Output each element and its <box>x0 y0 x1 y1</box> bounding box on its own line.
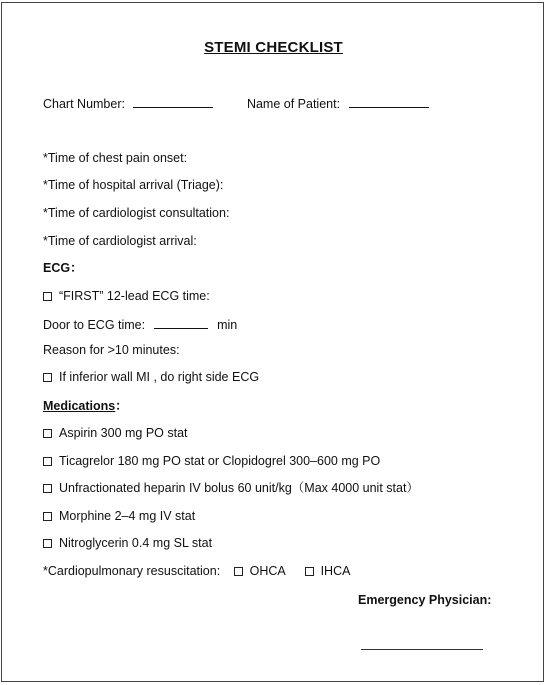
morphine-checkbox[interactable] <box>43 512 52 521</box>
chart-number-field[interactable] <box>133 95 213 108</box>
time-cardiologist-consultation: *Time of cardiologist consultation: <box>43 206 230 220</box>
inferior-mi-checkbox[interactable] <box>43 373 52 382</box>
time-chest-pain-onset: *Time of chest pain onset: <box>43 151 188 165</box>
patient-name-label: Name of Patient: <box>246 97 341 111</box>
medications-heading-label: Medications <box>43 399 116 413</box>
ecg-heading-colon: ： <box>70 261 83 275</box>
aspirin-checkbox[interactable] <box>43 429 52 438</box>
ohca-checkbox[interactable] <box>234 567 243 576</box>
medication-row <box>43 481 419 496</box>
heparin-checkbox[interactable] <box>43 484 52 493</box>
medication-label: Morphine 2–4 mg IV stat <box>59 509 196 523</box>
door-to-ecg-label: Door to ECG time: <box>43 318 146 332</box>
ohca-label: OHCA <box>249 564 286 578</box>
emergency-physician-label: Emergency Physician: <box>358 593 492 607</box>
medications-heading-colon: ： <box>115 399 128 413</box>
inferior-mi-label: If inferior wall MI , do right side ECG <box>59 370 260 384</box>
nitroglycerin-checkbox[interactable] <box>43 539 52 548</box>
time-hospital-arrival: *Time of hospital arrival (Triage): <box>43 178 224 192</box>
ihca-label: IHCA <box>320 564 351 578</box>
medication-row <box>43 454 380 469</box>
medication-label: Aspirin 300 mg PO stat <box>59 426 188 440</box>
door-to-ecg-unit: min <box>217 318 238 332</box>
reason-over-10-min: Reason for >10 minutes: <box>43 343 180 357</box>
patient-name-field[interactable] <box>349 95 429 108</box>
cpr-label: *Cardiopulmonary resuscitation: <box>43 564 221 578</box>
page-title: STEMI CHECKLIST <box>204 39 343 56</box>
medication-label: Unfractionated heparin IV bolus 60 unit/kg（Max 4000 unit stat） <box>59 481 419 495</box>
time-cardiologist-arrival: *Time of cardiologist arrival: <box>43 234 197 248</box>
door-to-ecg-field[interactable] <box>154 316 208 329</box>
inferior-mi-row <box>43 370 259 385</box>
medication-row <box>43 536 212 551</box>
medication-row <box>43 509 195 524</box>
ecg-heading-label: ECG <box>43 261 71 275</box>
ihca-checkbox[interactable] <box>305 567 314 576</box>
cpr-row <box>43 564 350 579</box>
first-ecg-label: “FIRST” 12-lead ECG time: <box>59 289 210 303</box>
medication-label: Ticagrelor 180 mg PO stat or Clopidogrel 300–600 mg PO <box>59 454 381 468</box>
first-ecg-checkbox[interactable] <box>43 292 52 301</box>
chart-number-label: Chart Number: <box>43 97 125 111</box>
header-fields-row <box>43 95 429 112</box>
medication-row <box>43 426 188 441</box>
ticagrelor-checkbox[interactable] <box>43 457 52 466</box>
medications-heading <box>43 399 128 414</box>
first-ecg-row <box>43 289 210 304</box>
ecg-heading <box>43 261 83 276</box>
medication-label: Nitroglycerin 0.4 mg SL stat <box>59 536 213 550</box>
signature-line[interactable] <box>361 649 483 650</box>
door-to-ecg-row <box>43 316 237 333</box>
